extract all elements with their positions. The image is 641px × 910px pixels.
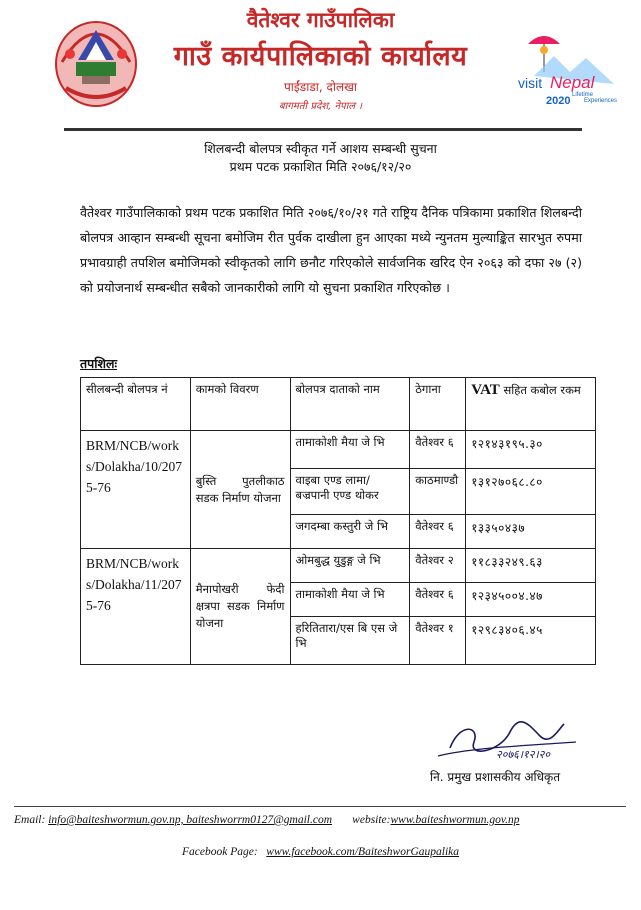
bid-amount: ११८३३२४९.६३ (466, 549, 596, 583)
bidder-address: वैतेश्वर ६ (410, 515, 466, 549)
bidder-address: वैतेश्वर १ (410, 617, 466, 665)
visit-logo-word1: visit (518, 75, 543, 91)
table-row (81, 549, 596, 583)
notice-paragraph: वैतेश्वर गाउँपालिकाको प्रथम पटक प्रकाशित मिति २०७६/१०/२१ गते राष्ट्रिय दैनिक पत्रिकामा प्रकाशित शिलबन्दी बोलपत्र आव्हान सम्बन्धी सूचना बमोजिम रीत पुर्वक दाखीला हुन आएका मध्ये न्युनतम मुल्याङ्कित सारभुत रुपमा प्रभावग्राही तपशिल बमोजिमको स्वीकृतको लागि छनौट गरिएकोले सार्वजनिक खरिद ऐन २०६३ को दफा २७ (२) को प्रयोजनार्थ सम्बन्धीत सबैको जानकारीको लागि यो सुचना प्रकाशित गरिएकोछ । (80, 205, 582, 295)
email-label: Email: (14, 814, 46, 826)
signature-icon (430, 712, 580, 772)
table-row (81, 431, 596, 469)
col-header-bid-no: सीलबन्दी बोलपत्र नं (81, 378, 191, 431)
bidder-name: तामाकोशी मैया जे भि (290, 583, 410, 617)
bidder-name: जगदम्बा कस्तुरी जे भि (290, 515, 410, 549)
col-header-amount (466, 378, 596, 431)
bidder-address: वैतेश्वर ६ (410, 431, 466, 469)
signatory-title: नि. प्रमुख प्रशासकीय अधिकृत (430, 770, 561, 784)
bid-amount: १३१२७०६८.८० (466, 469, 596, 515)
bidder-address: वैतेश्वर २ (410, 549, 466, 583)
facebook-label: Facebook Page: (181, 846, 258, 858)
office-address: पाईंडाडा, दोलखा (283, 80, 358, 94)
notice-publish-date: प्रथम पटक प्रकाशित मिति २०७६/१२/२० (229, 159, 412, 174)
website-link[interactable]: www.baiteshwormun.gov.np (390, 814, 520, 826)
visit-logo-tagline-1: Lifetime (572, 92, 594, 98)
signature-date: २०७६।१२।२० (496, 748, 551, 761)
bid-amount: १३३५०४३७ (466, 515, 596, 549)
bid-ref: BRM/NCB/works/Dolakha/11/2075-76 (81, 549, 191, 665)
visit-logo-year: 2020 (546, 95, 571, 107)
bid-amount: १२९८३४०६.४५ (466, 617, 596, 665)
col-header-address: ठेगाना (410, 378, 466, 431)
table-header-row (81, 378, 596, 431)
facebook-link[interactable]: www.facebook.com/BaiteshworGaupalika (266, 846, 459, 858)
footer-contact (14, 814, 626, 826)
website-label: website: (352, 814, 391, 826)
work-description: मैनापोखरी फेदी क्षत्रपा सडक निर्माण योजना (190, 549, 290, 665)
visit-logo-word2: Nepal (550, 73, 595, 92)
bid-ref: BRM/NCB/works/Dolakha/10/2075-76 (81, 431, 191, 549)
col-header-amount-vat: VAT (471, 382, 500, 398)
bidder-address: काठमाण्डौ (410, 469, 466, 515)
bidder-name: ओमबुद्ध युडुङ्ग जे भि (290, 549, 410, 583)
bid-amount: १२१४३१९५.३० (466, 431, 596, 469)
bidder-name: वाइबा एण्ड लामा/ बज्रपानी एण्ड थोकर (290, 469, 410, 515)
bidder-name: हरितितारा/एस बि एस जे भि (290, 617, 410, 665)
col-header-amount-rest: सहित कबोल रकम (503, 383, 581, 397)
work-description: बुस्ति पुतलीकाठ सडक निर्माण योजना (190, 431, 290, 549)
bid-table (80, 377, 596, 665)
footer-facebook (0, 846, 641, 858)
col-header-work: कामको विवरण (190, 378, 290, 431)
header-divider (64, 128, 582, 131)
bidder-address: वैतेश्वर ६ (410, 583, 466, 617)
notice-title: शिलबन्दी बोलपत्र स्वीकृत गर्ने आशय सम्बन्धी सुचना (204, 141, 437, 156)
visit-nepal-logo (514, 26, 622, 110)
details-heading: तपशिलः (80, 356, 117, 371)
col-header-bidder: बोलपत्र दाताको नाम (290, 378, 410, 431)
municipality-name: वैतेश्वर गाउँपालिका (246, 8, 395, 32)
province-name: बागमती प्रदेश, नेपाल । (278, 101, 363, 112)
visit-logo-tagline-2: Experiences (584, 98, 618, 104)
office-name: गाउँ कार्यपालिकाको कार्यालय (173, 41, 468, 72)
bidder-name: तामाकोशी मैया जे भि (290, 431, 410, 469)
bid-amount: १२३४५००४.४७ (466, 583, 596, 617)
footer-divider (14, 806, 626, 807)
email-link[interactable]: info@baiteshwormun.gov.np, baiteshworrm0127@gmail.com (48, 814, 333, 826)
